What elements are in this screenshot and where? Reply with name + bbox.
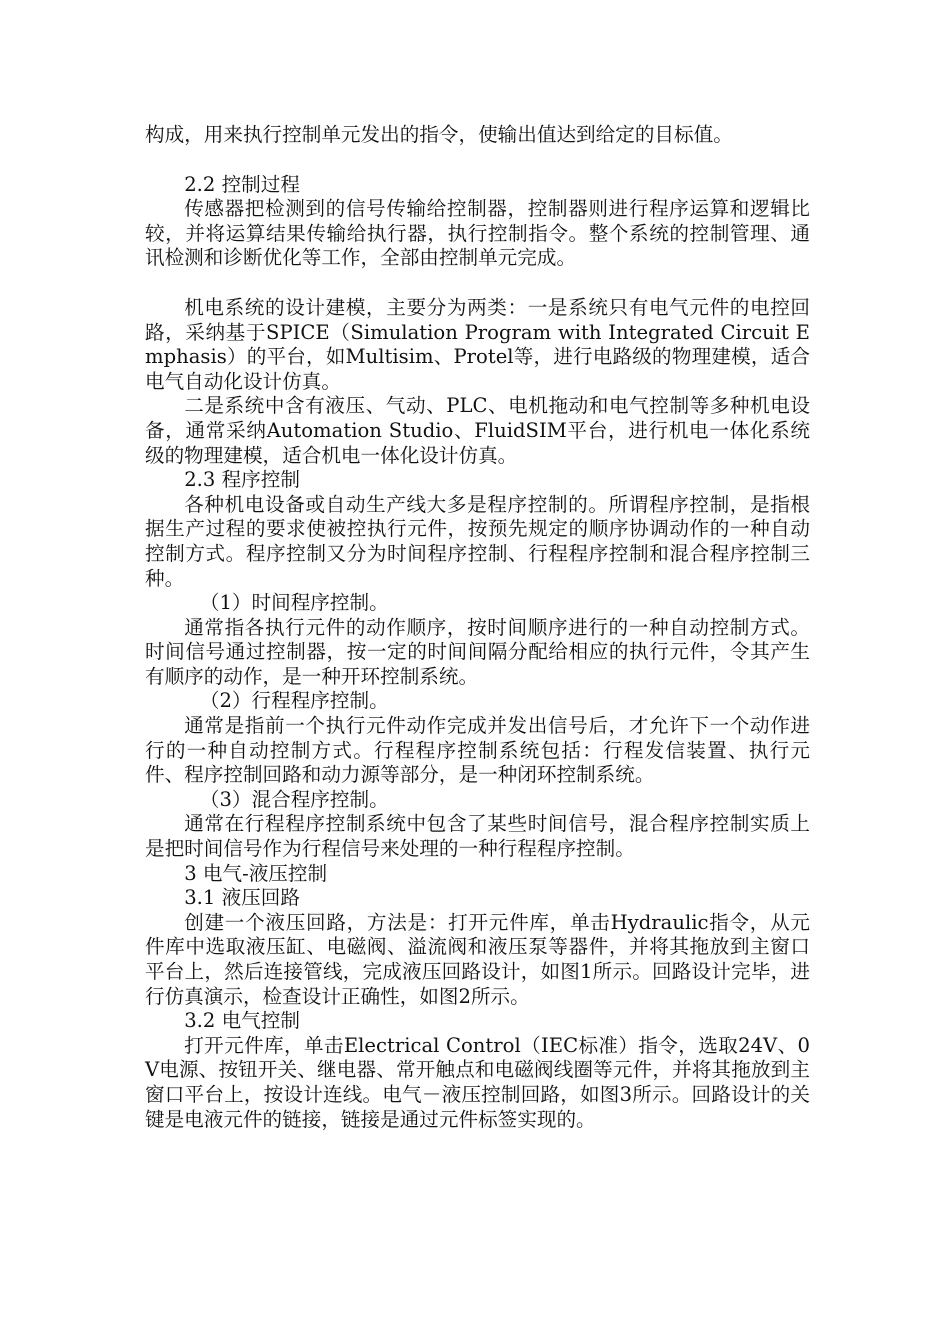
modeling-paragraph-2: 二是系统中含有液压、气动、PLC、电机拖动和电气控制等多种机电设备，通常采纳Automation Studio、FluidSIM平台，进行机电一体化系统级的物理建模，适合机电一体化设计仿真。 (145, 394, 810, 467)
item-3-title: （3）混合程序控制。 (199, 787, 389, 811)
item-2-title: （2）行程程序控制。 (199, 689, 389, 713)
section-2-2-heading: 2.2 控制过程 (184, 172, 300, 196)
document-body (145, 123, 810, 1132)
item-2-text: 通常是指前一个执行元件动作完成并发出信号后，才允许下一个动作进行的一种自动控制方式。行程程序控制系统包括：行程发信装置、执行元件、程序控制回路和动力源等部分，是一种闭环控制系统。 (145, 714, 810, 787)
section-3-2-paragraph: 打开元件库，单击Electrical Control（IEC标准）指令，选取24V、0V电源、按钮开关、继电器、常开触点和电磁阀线圈等元件，并将其拖放到主窗口平台上，按设计连线。电气－液压控制回路，如图3所示。回路设计的关键是电液元件的链接，链接是通过元件标签实现的。 (145, 1033, 810, 1131)
section-2-3-paragraph: 各种机电设备或自动生产线大多是程序控制的。所谓程序控制，是指根据生产过程的要求使被控执行元件，按预先规定的顺序协调动作的一种自动控制方式。程序控制又分为时间程序控制、行程程序控制和混合程序控制三种。 (145, 492, 810, 590)
item-1-text: 通常指各执行元件的动作顺序，按时间顺序进行的一种自动控制方式。时间信号通过控制器，按一定的时间间隔分配给相应的执行元件，令其产生有顺序的动作，是一种开环控制系统。 (145, 615, 810, 688)
section-3-1-paragraph: 创建一个液压回路，方法是：打开元件库，单击Hydraulic指令，从元件库中选取液压缸、电磁阀、溢流阀和液压泵等器件，并将其拖放到主窗口平台上，然后连接管线，完成液压回路设计，如图1所示。回路设计完毕，进行仿真演示，检查设计正确性，如图2所示。 (145, 910, 810, 1008)
section-3-heading: 3 电气-液压控制 (184, 861, 328, 885)
item-3-text: 通常在行程程序控制系统中包含了某些时间信号，混合程序控制实质上是把时间信号作为行程信号来处理的一种行程程序控制。 (145, 812, 810, 861)
modeling-paragraph-1: 机电系统的设计建模，主要分为两类：一是系统只有电气元件的电控回路，采纳基于SPICE（Simulation Program with Integrated Circuit Emphasis）的平台，如Multisim、Protel等，进行电路级的物理建模，适合电气自动化设计仿真。 (145, 295, 810, 393)
section-2-3-heading: 2.3 程序控制 (184, 468, 300, 492)
item-1-title: （1）时间程序控制。 (199, 591, 389, 615)
section-3-1-heading: 3.1 液压回路 (184, 886, 300, 910)
section-2-2-paragraph: 传感器把检测到的信号传输给控制器，控制器则进行程序运算和逻辑比较，并将运算结果传输给执行器，执行控制指令。整个系统的控制管理、通讯检测和诊断优化等工作，全部由控制单元完成。 (145, 197, 810, 270)
intro-line: 构成，用来执行控制单元发出的指令，使输出值达到给定的目标值。 (145, 123, 733, 146)
section-3-2-heading: 3.2 电气控制 (184, 1009, 300, 1033)
